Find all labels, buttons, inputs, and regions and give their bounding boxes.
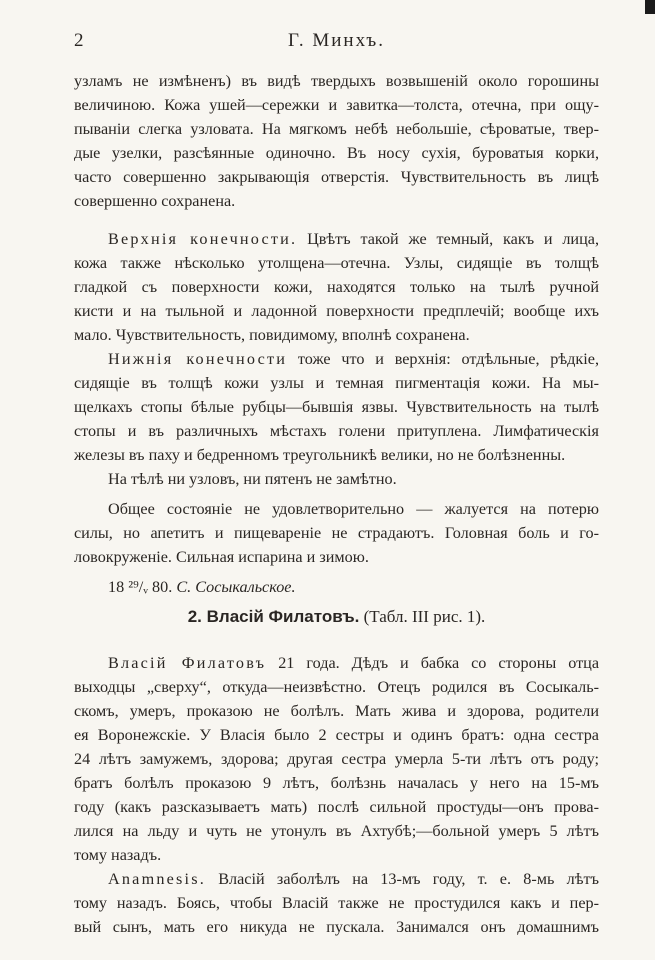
record-signature: С. Сосыкальское. — [176, 578, 296, 596]
text-line: лился на льду и чуть не утонулъ въ Ахтубѣ;—больной умеръ 5 лѣтъ — [74, 822, 599, 840]
text-line — [108, 348, 599, 370]
text-line: пываніи слегка узловата. На мягкомъ небѣ небольшіе, сѣроватые, твер- — [74, 120, 599, 138]
record-date: 18 ²⁹/ᵥ 80. — [108, 578, 173, 596]
text-line: величиною. Кожа ушей—сережки и завитка—толста, отечна, при ощу- — [74, 96, 599, 114]
text-line: году (какъ разсказываетъ мать) послѣ сильной простуды—онъ прова- — [74, 798, 599, 816]
section-heading-lower-limbs: Нижнія конечности — [108, 350, 288, 368]
scan-corner-mark — [645, 0, 655, 14]
text-line: щелкахъ стопы бѣлые рубцы—бывшія язвы. Чувствительность на тылѣ — [74, 398, 599, 416]
text-line: На тѣлѣ ни узловъ, ни пятенъ не замѣтно. — [108, 470, 397, 488]
text-line — [108, 228, 599, 250]
text-line: братъ болѣлъ проказою 9 лѣтъ, болѣзнь началась у него на 15-мъ — [74, 774, 599, 792]
text-line — [108, 652, 599, 674]
anamnesis-heading: Anamnesis. — [108, 870, 206, 888]
text-line: вый сынъ, мать его никуда не пускала. Занимался онъ домашнимъ — [74, 918, 599, 936]
text-line: ловокруженіе. Сильная испарина и зимою. — [74, 548, 369, 566]
page-number: 2 — [74, 30, 84, 51]
text-line: силы, но апетитъ и пищевареніе не страдаютъ. Головная боль и го- — [74, 524, 599, 542]
text-line: железы въ паху и бедренномъ треугольникѣ велики, но не болѣзненны. — [74, 446, 566, 464]
section-heading-upper-limbs: Верхнія конечности. — [108, 230, 298, 248]
text-span: 21 года. Дѣдъ и бабка со стороны отца — [278, 654, 599, 672]
text-line: скомъ, умеръ, проказою не болѣлъ. Мать жива и здорова, родители — [74, 702, 599, 720]
date-signature-line — [108, 576, 599, 598]
text-line: Общее состояніе не удовлетворительно — жалуется на потерю — [108, 500, 599, 518]
text-line: сидящіе въ толщѣ кожи узлы и темная пигментація кожи. На мы- — [74, 374, 599, 392]
running-head — [74, 30, 599, 58]
text-line: выходцы „сверху“, откуда—неизвѣстно. Отецъ родился въ Сосыкаль- — [74, 678, 599, 696]
text-line: 24 лѣтъ замужемъ, здорова; другая сестра умерла 5-ти лѣтъ отъ роду; — [74, 750, 599, 768]
text-line: ея Воронежскіе. У Власія было 2 сестры и одинъ братъ: одна сестра — [74, 726, 599, 744]
text-line: дые узелки, разсѣянные одиночно. Въ носу сухія, буроватыя корки, — [74, 144, 599, 162]
text-span: Цвѣтъ такой же темный, какъ и лица, — [307, 230, 599, 248]
text-line: гладкой съ поверхности кожи, находятся только на тылѣ ручной — [74, 278, 599, 296]
text-span: Власій заболѣлъ на 13-мъ году, т. е. 8-мь лѣтъ — [218, 870, 599, 888]
patient-name: Власій Филатовъ — [108, 654, 267, 672]
text-line: совершенно сохранена. — [74, 192, 236, 210]
header-author: Г. Минхъ. — [288, 30, 385, 51]
text-line: тому назадъ. — [74, 846, 162, 864]
text-line: кожа также нѣсколько утолщена—отечна. Узлы, сидящіе въ толщѣ — [74, 254, 599, 272]
text-line: часто совершенно закрывающія отверстія. Чувствительность въ лицѣ — [74, 168, 599, 186]
text-line: кисти и на тыльной и ладонной поверхности предплечій; вообще ихъ — [74, 302, 599, 320]
plate-reference: (Табл. III рис. 1). — [363, 607, 486, 626]
text-span: тоже что и верхнія: отдѣльные, рѣдкіе, — [297, 350, 599, 368]
text-line: мало. Чувствительность, повидимому, вполнѣ сохранена. — [74, 326, 470, 344]
text-line: тому назадъ. Боясь, чтобы Власій также не простудился какъ и пер- — [74, 894, 599, 912]
text-line: узламъ не измѣненъ) въ видѣ твердыхъ возвышеній около горошины — [74, 72, 599, 90]
case-title: 2. Власій Филатовъ. — [187, 607, 360, 626]
text-line — [108, 868, 599, 890]
case-heading — [74, 604, 599, 630]
text-line: стопы и въ различныхъ мѣстахъ голени притуплена. Лимфатическія — [74, 422, 599, 440]
